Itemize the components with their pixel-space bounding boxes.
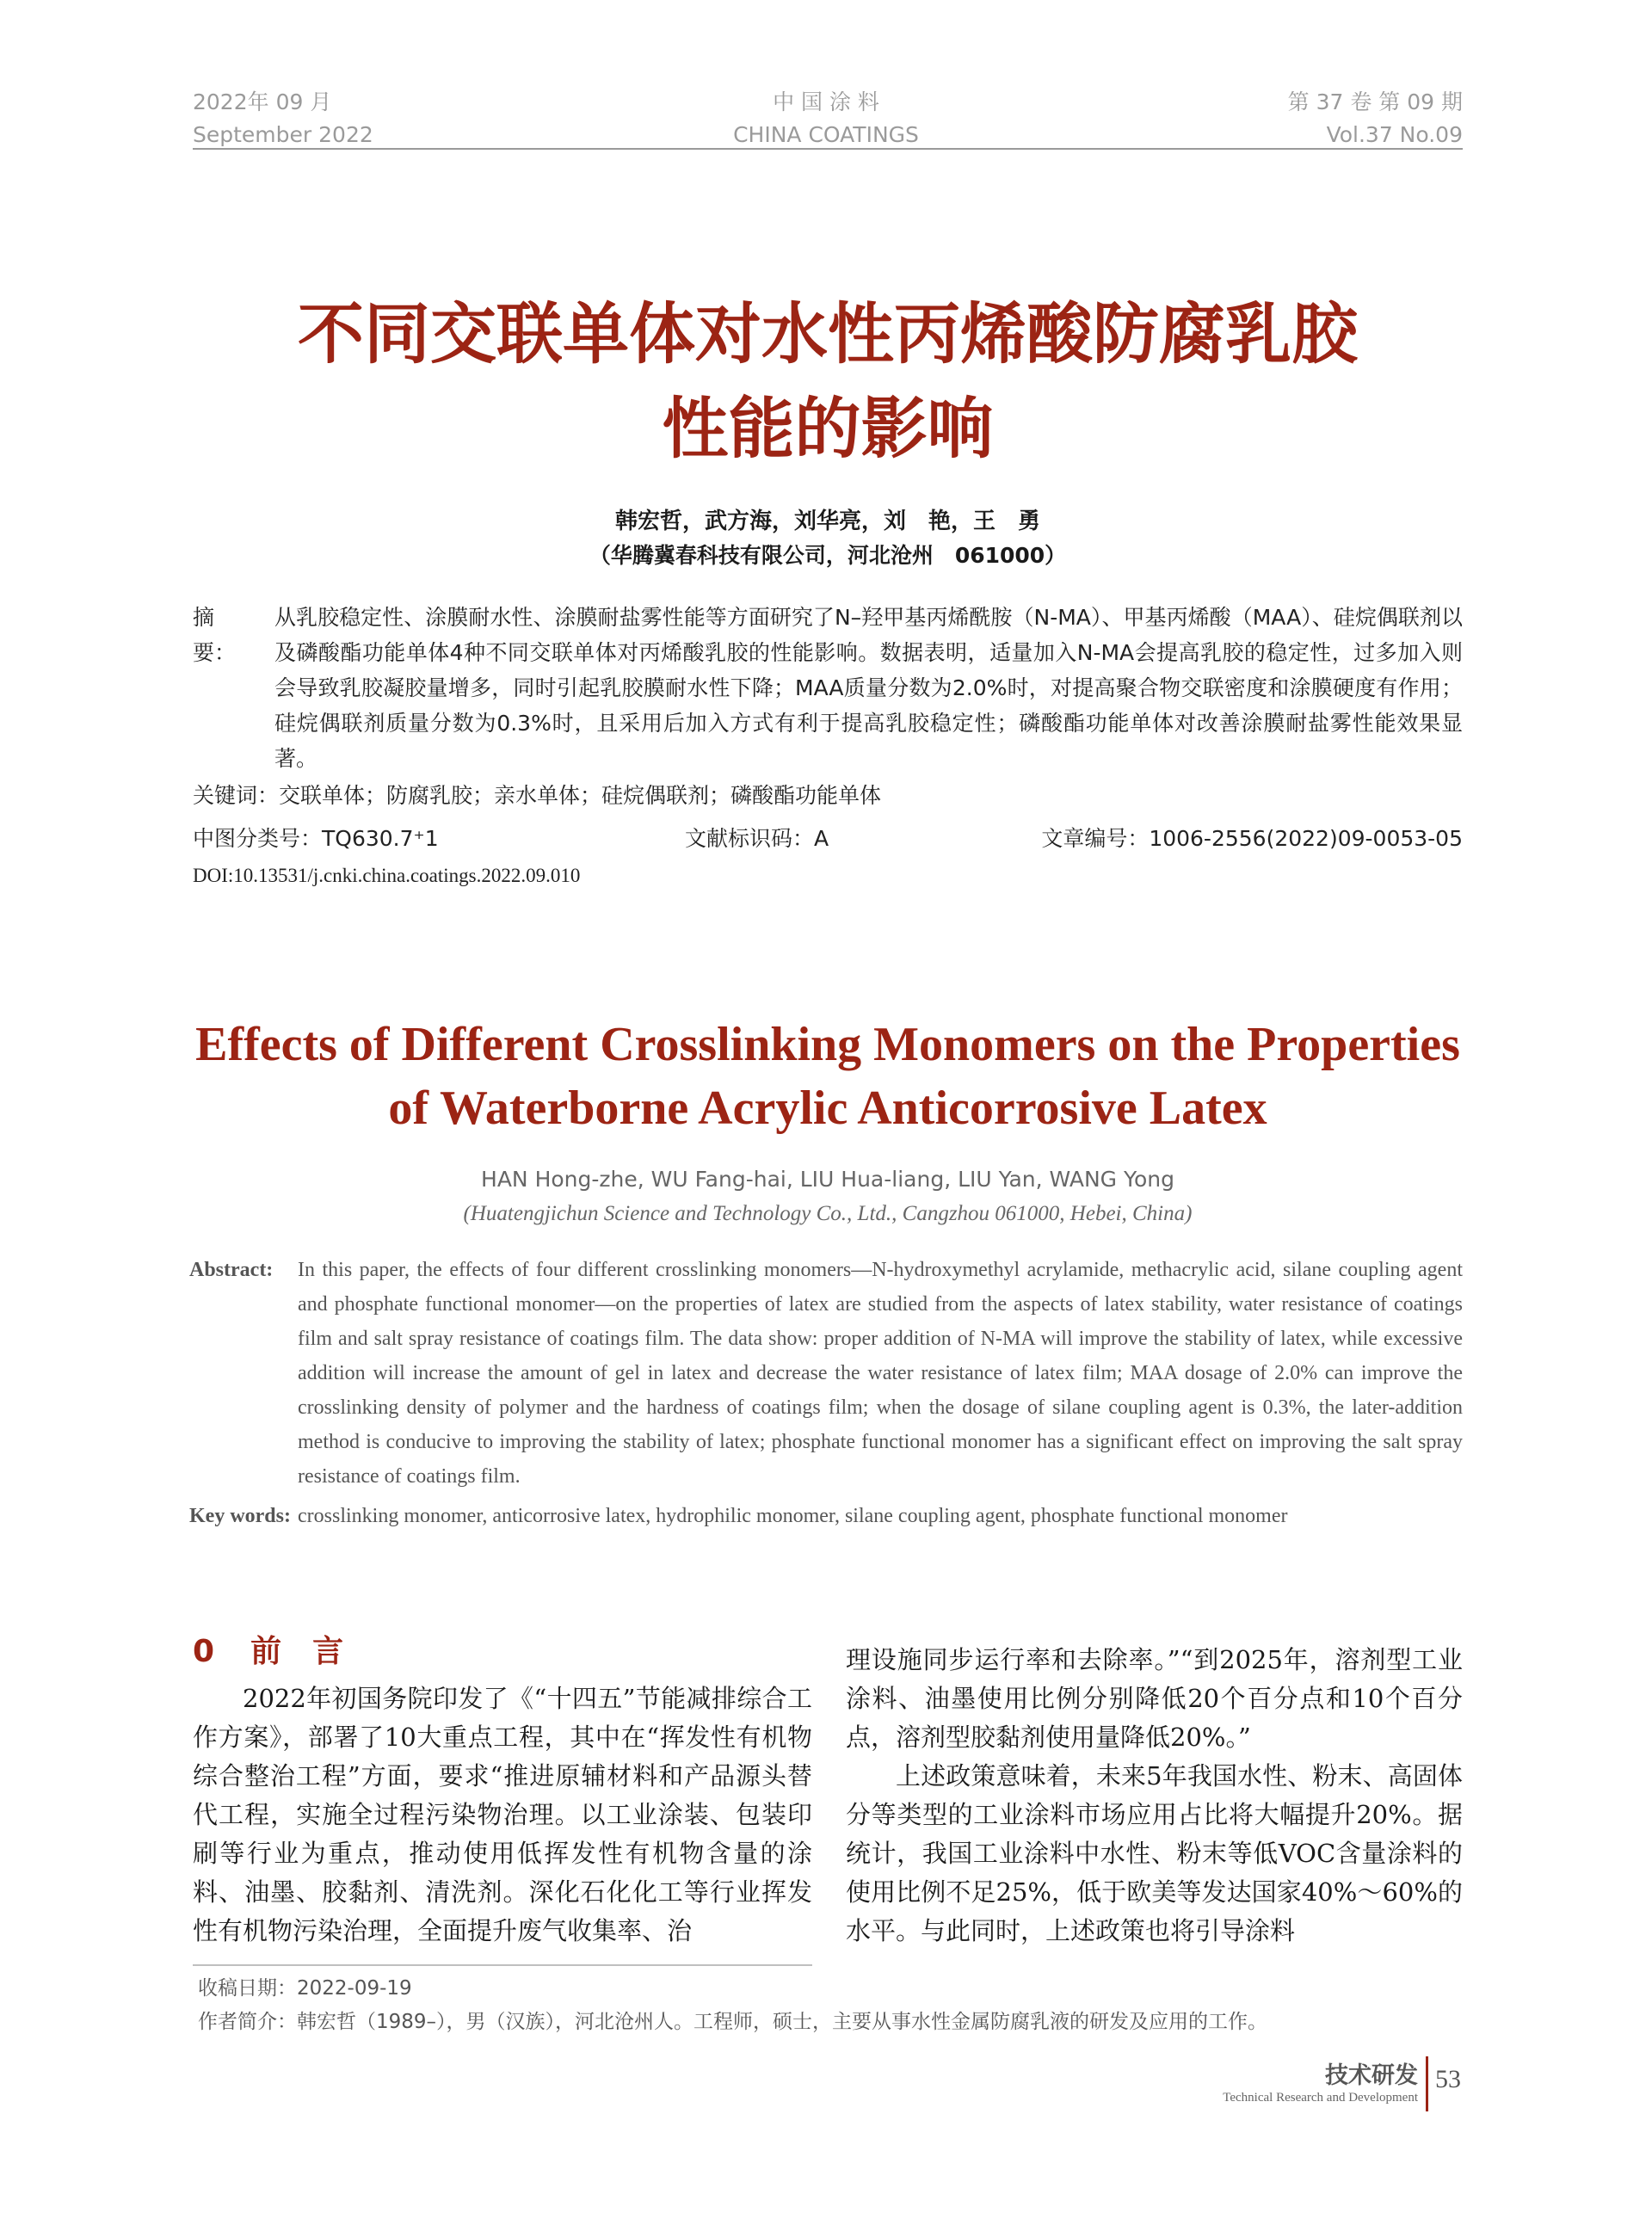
doi: DOI:10.13531/j.cnki.china.coatings.2022.09.010	[193, 865, 581, 886]
document-code: 文献标识码：A	[685, 826, 829, 851]
title-en-line1: Effects of Different Crosslinking Monomers on the Properties	[195, 1018, 1460, 1071]
abstract-cn-text: 从乳胶稳定性、涂膜耐水性、涂膜耐盐雾性能等方面研究了N–羟甲基丙烯酰胺（N-MA）、甲基丙烯酸（MAA）、硅烷偶联剂以及磷酸酯功能单体4种不同交联单体对丙烯酸乳胶的性能影响。数据表明，适量加入N-MA会提高乳胶的稳定性，过多加入则会导致乳胶凝胶量增多，同时引起乳胶膜耐水性下降；MAA质量分数为2.0%时，对提高聚合物交联密度和涂膜硬度有作用；硅烷偶联剂质量分数为0.3%时，且采用后加入方式有利于提高乳胶稳定性；磷酸酯功能单体对改善涂膜耐盐雾性能效果显著。	[274, 605, 1463, 771]
section-0-title: 前 言	[250, 1634, 344, 1669]
header-journal-cn: 中 国 涂 料	[773, 89, 879, 114]
page-number: 53	[1435, 2065, 1461, 2093]
title-cn-line1: 不同交联单体对水性丙烯酸防腐乳胶	[298, 297, 1358, 373]
footer-column-en: Technical Research and Development	[1223, 2091, 1418, 2105]
abstract-en-text: In this paper, the effects of four different crosslinking monomers—N-hydroxymethyl acrylamide, methacrylic acid, silane coupling agent and phosphate functional monomer—on the properties of latex are studied from the aspects of latex stability, water resistance of coatings film and salt spray resistance of coatings film. The data show: proper addition of N-MA will improve the stability of latex, while excessive addition will increase the amount of gel in latex and decrease the water resistance of latex film; MAA dosage of 2.0% can improve the crosslinking density of polymer and the hardness of coatings film; when the dosage of silane coupling agent is 0.3%, the later-addition method is conducive to improving the stability of latex; phosphate functional monomer has a significant effect on improving the salt spray resistance of coatings film.	[298, 1259, 1463, 1488]
keywords-en-label: Key words:	[189, 1505, 291, 1527]
abstract-en-label: Abstract:	[189, 1259, 274, 1281]
header-journal-en: CHINA COATINGS	[733, 122, 919, 147]
affiliation-cn: （华腾冀春科技有限公司，河北沧州 061000）	[589, 543, 1067, 568]
keywords-cn	[193, 778, 1463, 813]
body-left-column	[193, 1680, 812, 1951]
received-date: 收稿日期：2022-09-19	[198, 1977, 412, 2000]
body-right-paragraph-2: 上述政策意味着，未来5年我国水性、粉末、高固体分等类型的工业涂料市场应用占比将大幅提升20%。据统计，我国工业涂料中水性、粉末等低VOC含量涂料的使用比例不足25%，低于欧美等发达国家40%～60%的水平。与此同时，上述政策也将引导涂料	[846, 1761, 1463, 1945]
header-volume-en: Vol.37 No.09	[1326, 122, 1463, 147]
title-cn-line2: 性能的影响	[662, 391, 994, 468]
authors-en: HAN Hong-zhe, WU Fang-hai, LIU Hua-liang, LIU Yan, WANG Yong	[481, 1167, 1174, 1192]
body-left-paragraph: 2022年初国务院印发了《“十四五”节能减排综合工作方案》，部署了10大重点工程，其中在“挥发性有机物综合整治工程”方面，要求“推进原辅材料和产品源头替代工程，实施全过程污染物治理。以工业涂装、包装印刷等行业为重点，推动使用低挥发性有机物含量的涂料、油墨、胶黏剂、清洗剂。深化石化化工等行业挥发性有机物污染治理，全面提升废气收集率、治	[193, 1684, 812, 1945]
footer-divider	[1426, 2056, 1428, 2111]
clc-number: 中图分类号：TQ630.7⁺1	[193, 826, 439, 851]
header-volume-cn: 第 37 卷 第 09 期	[1287, 89, 1463, 114]
keywords-cn-text: 交联单体；防腐乳胶；亲水单体；硅烷偶联剂；磷酸酯功能单体	[279, 783, 882, 808]
footer-column-cn: 技术研发	[1325, 2062, 1418, 2089]
authors-cn: 韩宏哲，武方海，刘华亮，刘 艳，王 勇	[614, 508, 1040, 534]
title-en-line2: of Waterborne Acrylic Anticorrosive Latex	[388, 1082, 1267, 1135]
keywords-cn-label: 关键词：	[193, 783, 280, 808]
header-divider	[193, 148, 1463, 150]
affiliation-en: (Huatengjichun Science and Technology Co., Ltd., Cangzhou 061000, Hebei, China)	[463, 1202, 1193, 1225]
header-date-cn: 2022年 09 月	[193, 89, 332, 114]
body-right-paragraph-1: 理设施同步运行率和去除率。”“到2025年，溶剂型工业涂料、油墨使用比例分别降低20个百分点和10个百分点，溶剂型胶黏剂使用量降低20%。”	[846, 1645, 1463, 1752]
body-right-column	[846, 1641, 1463, 1951]
footnote-divider	[193, 1964, 812, 1966]
header-date-en: September 2022	[193, 122, 373, 147]
keywords-en-text: crosslinking monomer, anticorrosive latex, hydrophilic monomer, silane coupling agent, phosphate functional monomer	[298, 1505, 1288, 1527]
author-bio: 作者简介：韩宏哲（1989–），男（汉族），河北沧州人。工程师，硕士，主要从事水性金属防腐乳液的研发及应用的工作。	[198, 2011, 1268, 2033]
section-0-heading	[193, 1631, 343, 1673]
section-0-number: 0	[193, 1634, 215, 1669]
article-number: 文章编号：1006-2556(2022)09-0053-05	[1041, 826, 1463, 851]
abstract-cn-label: 摘 要：	[193, 605, 237, 665]
